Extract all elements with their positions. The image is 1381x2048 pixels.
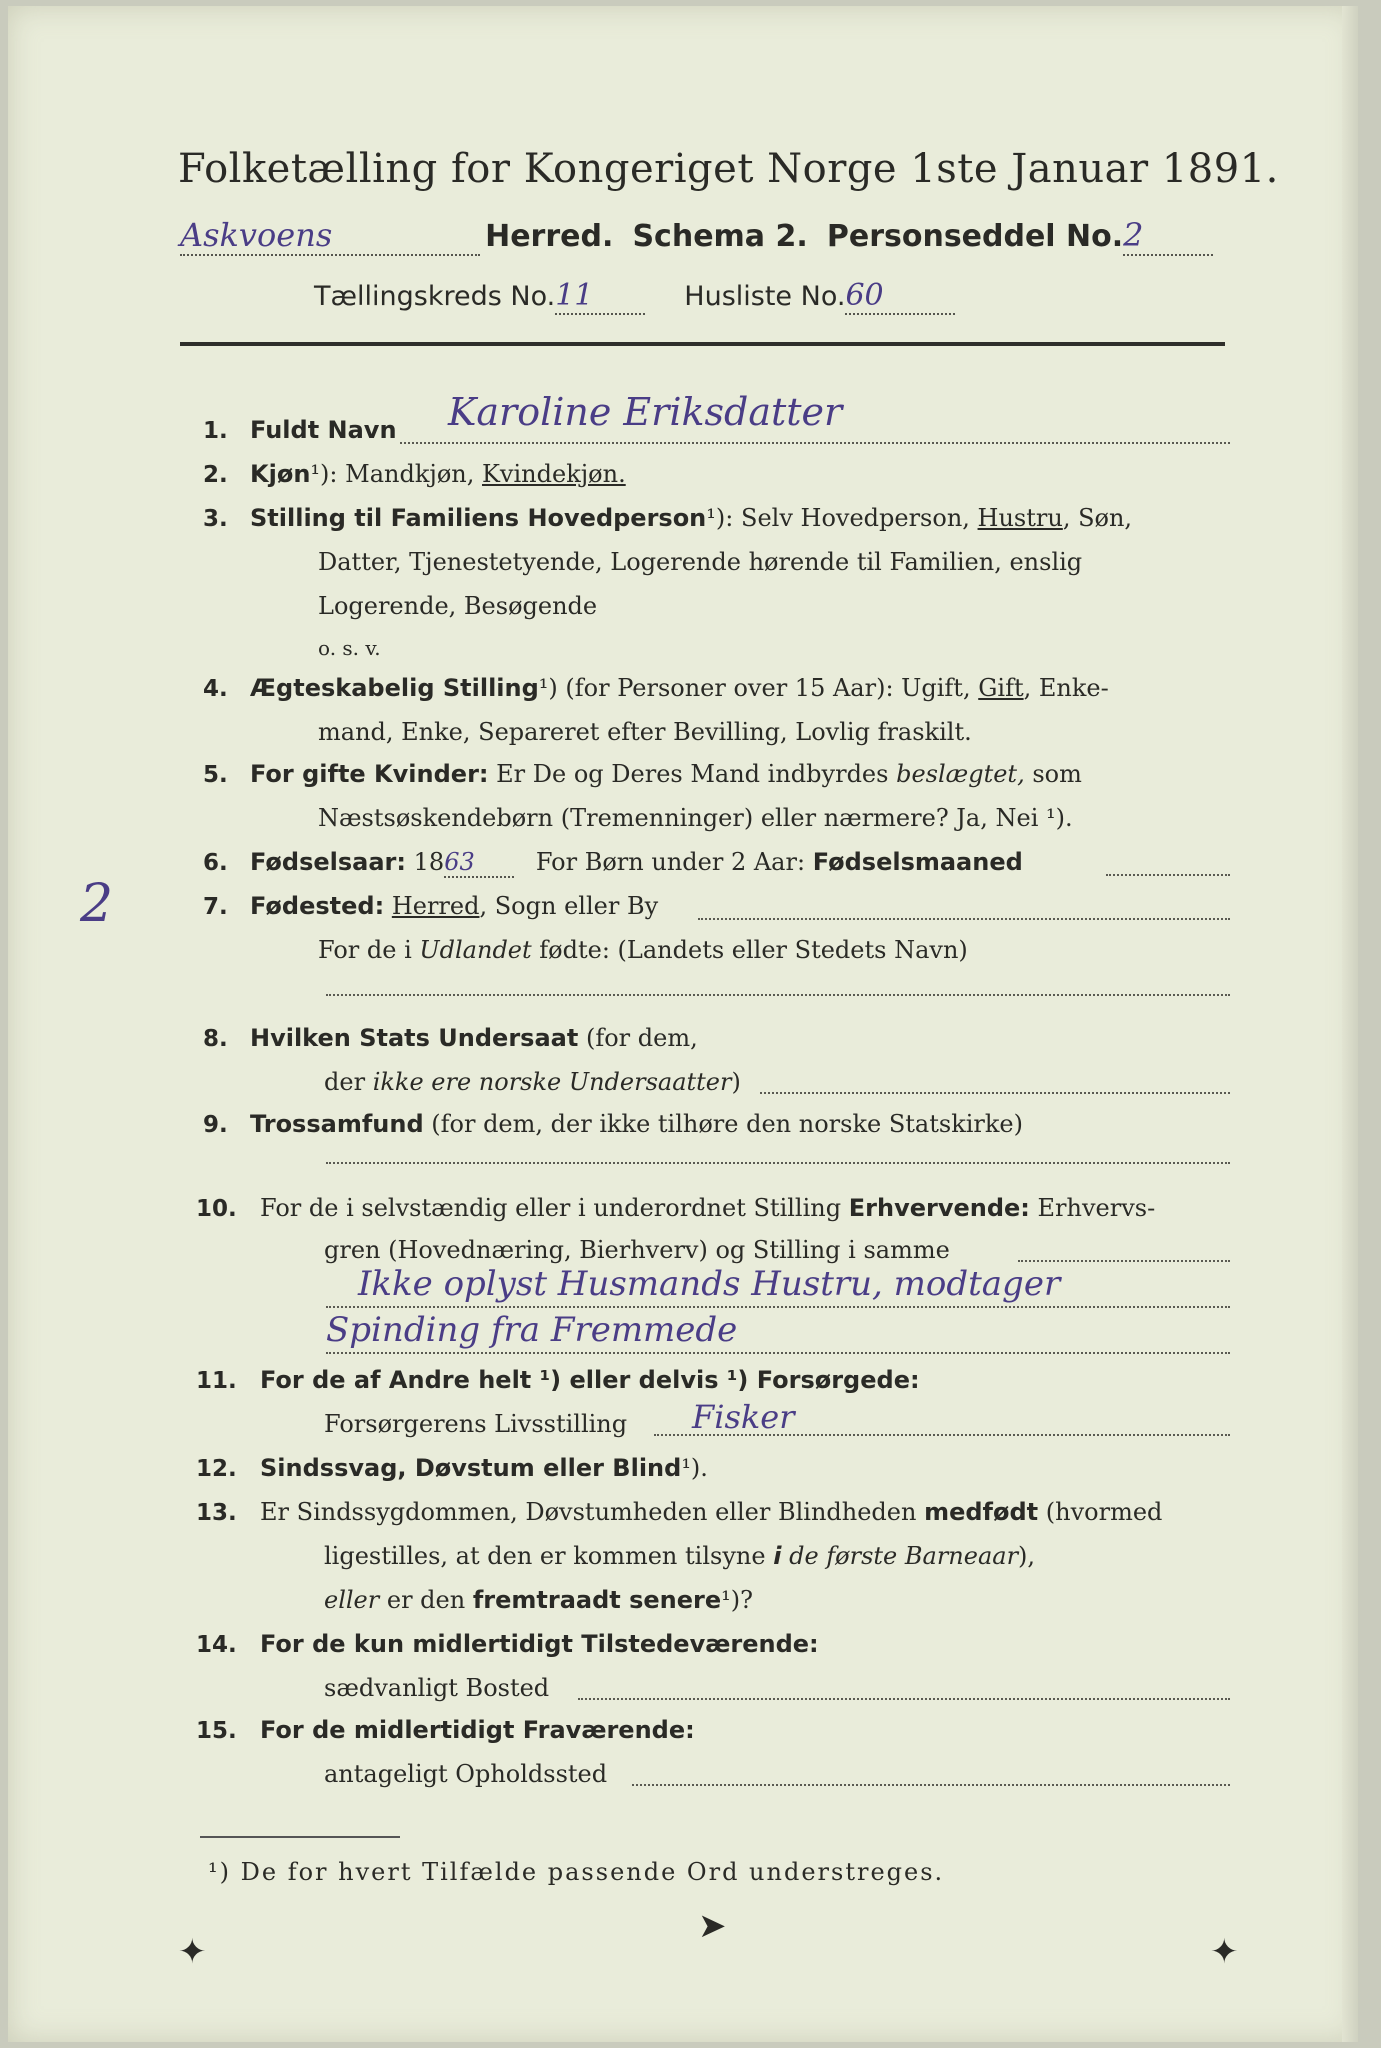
registration-mark-left: ✦ xyxy=(178,1932,207,1972)
q10-value-line-1: Ikke oplyst Husmands Hustru, modtager xyxy=(358,1264,1061,1304)
q6-year-value: 63 xyxy=(444,848,514,878)
footnote: ¹) De for hvert Tilfælde passende Ord understreges. xyxy=(208,1858,945,1886)
taellingskreds-label: Tællingskreds No. xyxy=(314,281,556,312)
q7-line-2: For de i Udlandet fødte: (Landets eller Stedets Navn) xyxy=(318,936,968,964)
q10-value-line-2: Spinding fra Fremmede xyxy=(326,1310,738,1350)
q5-line-1: For gifte Kvinder: Er De og Deres Mand indbyrdes beslægtet, som xyxy=(250,760,1082,788)
schema-label: Schema 2. xyxy=(632,219,808,254)
q14-label: For de kun midlertidigt Tilstedeværende: xyxy=(260,1630,819,1658)
margin-note: 2 xyxy=(80,874,114,934)
item-number: 11. xyxy=(196,1368,237,1394)
registration-mark-right: ✦ xyxy=(1210,1932,1239,1972)
q13-line-3: eller er den fremtraadt senere¹)? xyxy=(324,1586,754,1614)
q10-fill-line-2 xyxy=(326,1306,1230,1308)
item-number: 14. xyxy=(196,1632,237,1658)
form-title: Folketælling for Kongeriget Norge 1ste Januar 1891. xyxy=(178,146,1279,192)
q11-value: Fisker xyxy=(692,1398,795,1436)
q3-line-2: Datter, Tjenestetyende, Logerende hørende til Familien, enslig xyxy=(318,548,1083,576)
q10-line-1: For de i selvstændig eller i underordnet Stilling Erhvervende: Erhvervs- xyxy=(260,1194,1156,1222)
registration-mark-center: ➤ xyxy=(698,1906,727,1946)
item-number: 1. xyxy=(203,418,228,444)
item-number: 12. xyxy=(196,1456,237,1482)
q7-fill-line xyxy=(698,918,1230,920)
q4-selected-option: Gift xyxy=(978,674,1024,702)
q14-fill-line xyxy=(578,1698,1230,1700)
q9-line-1: Trossamfund (for dem, der ikke tilhøre den norske Statskirke) xyxy=(250,1110,1023,1138)
q4-line-2: mand, Enke, Separeret efter Bevilling, Lovlig fraskilt. xyxy=(318,718,972,746)
item-number: 13. xyxy=(196,1500,237,1526)
q7-selected-option: Herred xyxy=(391,892,480,920)
q8-line-2: der ikke ere norske Undersaatter) xyxy=(324,1068,741,1096)
q12-line: Sindssvag, Døvstum eller Blind¹). xyxy=(260,1454,708,1482)
footnote-rule xyxy=(200,1836,400,1838)
q13-line-1: Er Sindssygdommen, Døvstumheden eller Blindheden medfødt (hvormed xyxy=(260,1498,1163,1526)
q1-fill-line xyxy=(400,442,1230,444)
q7-fill-line-2 xyxy=(326,994,1230,996)
q11-line-2: Forsørgerens Livsstilling xyxy=(324,1410,628,1438)
q8-fill-line xyxy=(760,1092,1230,1094)
item-number: 8. xyxy=(203,1026,228,1052)
item-number: 3. xyxy=(203,506,228,532)
q10-fill-line-3 xyxy=(326,1352,1230,1354)
q8-line-1: Hvilken Stats Undersaat (for dem, xyxy=(250,1024,698,1052)
q10-line-2: gren (Hovednæring, Bierhverv) og Stilling i samme xyxy=(324,1236,950,1264)
personseddel-label: Personseddel No. xyxy=(826,219,1124,254)
item-number: 4. xyxy=(203,676,228,702)
header-line-3 xyxy=(314,278,955,315)
husliste-label: Husliste No. xyxy=(684,281,846,312)
husliste-value: 60 xyxy=(845,278,955,315)
item-number: 6. xyxy=(203,850,228,876)
q4-line-1: Ægteskabelig Stilling¹) (for Personer over 15 Aar): Ugift, Gift, Enke- xyxy=(250,674,1109,702)
q9-fill-line xyxy=(326,1162,1230,1164)
q3-selected-option: Hustru xyxy=(977,504,1063,532)
census-form-page xyxy=(8,6,1358,2042)
q10-fill-line xyxy=(1018,1260,1230,1262)
q5-line-2: Næstsøskendebørn (Tremenninger) eller nærmere? Ja, Nei ¹). xyxy=(318,804,1073,832)
herred-label: Herred. xyxy=(485,219,614,254)
page-edge xyxy=(1342,6,1358,2042)
herred-value: Askvoens xyxy=(180,216,480,256)
q1-label: Fuldt Navn xyxy=(250,416,397,444)
q3-line-1: Stilling til Familiens Hovedperson¹): Selv Hovedperson, Hustru, Søn, xyxy=(250,504,1133,532)
q2-line: Kjøn¹): Mandkjøn, Kvindekjøn. xyxy=(250,460,626,488)
personseddel-value: 2 xyxy=(1123,216,1213,256)
taellingskreds-value: 11 xyxy=(555,278,645,315)
item-number: 2. xyxy=(203,462,228,488)
q6-fill-line xyxy=(1106,874,1230,876)
q15-fill-line xyxy=(632,1784,1230,1786)
q6-line: Fødselsaar: 1863 For Børn under 2 Aar: Fødselsmaaned xyxy=(250,848,1023,876)
q14-line-2: sædvanligt Bosted xyxy=(324,1674,550,1702)
q15-label: For de midlertidigt Fraværende: xyxy=(260,1716,695,1744)
q2-selected-option: Kvindekjøn. xyxy=(482,460,626,488)
q7-line-1: Fødested: Herred, Sogn eller By xyxy=(250,892,659,920)
item-number: 5. xyxy=(203,762,228,788)
header-rule xyxy=(180,342,1225,346)
item-number: 9. xyxy=(203,1112,228,1138)
q1-name-value: Karoline Eriksdatter xyxy=(448,390,843,434)
item-number: 10. xyxy=(196,1196,237,1222)
header-line-2 xyxy=(180,216,1213,256)
q3-line-4: o. s. v. xyxy=(318,636,381,660)
q15-line-2: antageligt Opholdssted xyxy=(324,1760,608,1788)
q3-line-3: Logerende, Besøgende xyxy=(318,592,598,620)
q11-label: For de af Andre helt ¹) eller delvis ¹) Forsørgede: xyxy=(260,1366,920,1394)
item-number: 7. xyxy=(203,894,228,920)
item-number: 15. xyxy=(196,1718,237,1744)
q13-line-2: ligestilles, at den er kommen tilsyne i de første Barneaar), xyxy=(324,1542,1036,1570)
